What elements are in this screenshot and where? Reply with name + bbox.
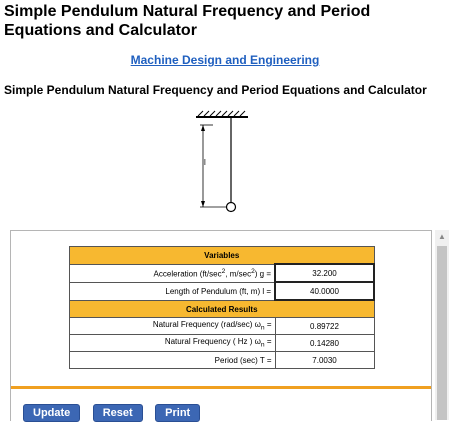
table-row bbox=[70, 282, 375, 300]
acceleration-input[interactable]: 32.200 bbox=[275, 264, 374, 282]
length-label: Length of Pendulum (ft, m) l = bbox=[70, 282, 276, 300]
page-title: Simple Pendulum Natural Frequency and Period Equations and Calculator bbox=[4, 3, 371, 39]
table-row bbox=[70, 352, 375, 369]
button-bar bbox=[23, 403, 208, 422]
natural-frequency-rad-value: 0.89722 bbox=[275, 318, 374, 335]
scrollbar-thumb[interactable] bbox=[437, 246, 447, 420]
update-button[interactable]: Update bbox=[23, 404, 80, 422]
period-label: Period (sec) T = bbox=[70, 352, 276, 369]
pendulum-diagram bbox=[180, 110, 270, 220]
reset-button[interactable]: Reset bbox=[93, 404, 143, 422]
period-value: 7.0030 bbox=[275, 352, 374, 369]
dimension-arrow-up bbox=[201, 125, 205, 131]
results-header: Calculated Results bbox=[70, 300, 375, 318]
pendulum-bob bbox=[227, 203, 236, 212]
acceleration-label: Acceleration ($ft/\sec^2$, $m/\sec^2$) g = bbox=[70, 264, 276, 282]
section-link[interactable]: Machine Design and Engineering bbox=[130, 53, 320, 67]
length-input[interactable]: 40.0000 bbox=[275, 282, 374, 300]
natural-frequency-hz-label: Natural Frequency ( Hz ) $\omega_n$ = bbox=[70, 335, 276, 352]
page-subtitle: Simple Pendulum Natural Frequency and Period Equations and Calculator bbox=[4, 83, 427, 97]
natural-frequency-hz-value: 0.14280 bbox=[275, 335, 374, 352]
table-row bbox=[70, 318, 375, 335]
variables-header: Variables bbox=[70, 247, 375, 265]
dimension-arrow-down bbox=[201, 201, 205, 207]
separator-line bbox=[11, 386, 431, 389]
print-button[interactable]: Print bbox=[155, 404, 200, 422]
support-hatching bbox=[198, 111, 245, 116]
scroll-up-icon[interactable]: ▲ bbox=[438, 232, 446, 241]
calculator-table bbox=[69, 246, 375, 369]
length-label: l bbox=[204, 158, 206, 167]
calculator-frame bbox=[10, 230, 432, 421]
table-row bbox=[70, 335, 375, 352]
table-row bbox=[70, 264, 375, 282]
natural-frequency-rad-label: Natural Frequency (rad/sec) $\omega_n$ = bbox=[70, 318, 276, 335]
scrollbar[interactable] bbox=[435, 230, 449, 420]
